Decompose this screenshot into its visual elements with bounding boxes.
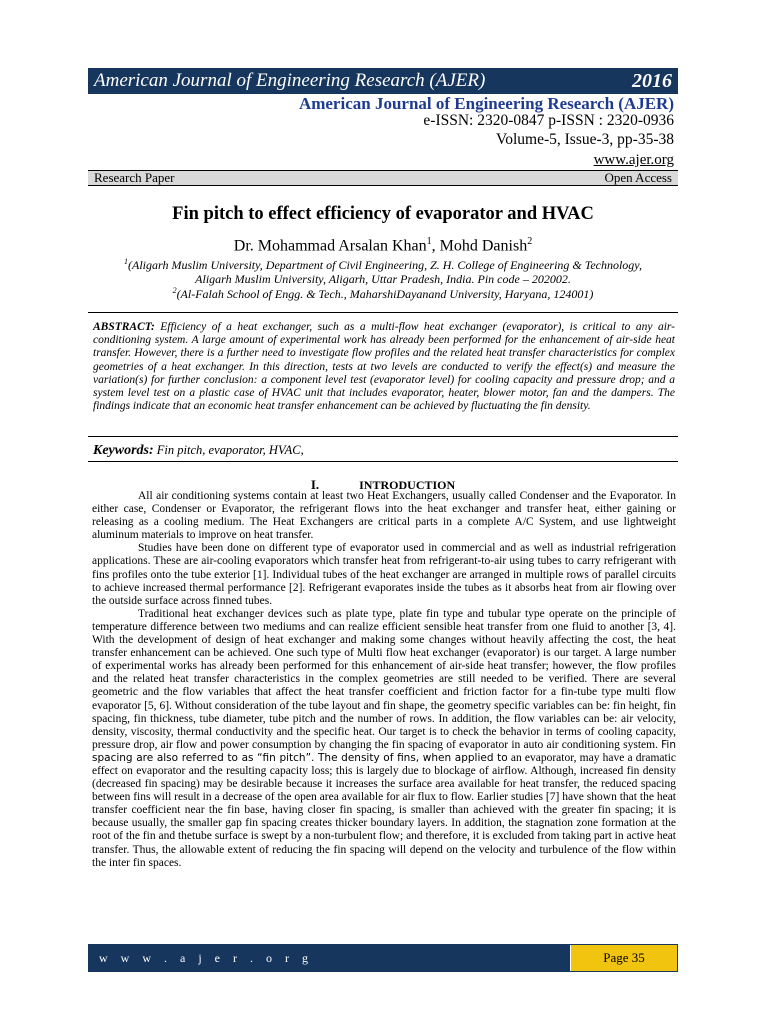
banner-year: 2016 — [632, 69, 672, 92]
section-title: INTRODUCTION — [359, 478, 456, 492]
footer-url[interactable]: w w w . a j e r . o r g — [99, 951, 313, 965]
authors — [88, 236, 678, 255]
abstract-text: Efficiency of a heat exchanger, such as a multi-flow heat exchanger (evaporator), is critical to any air-conditioning system. A large amount of experimental work has already been performed for the enhancement of air-side heat transfer. However, there is a further need to investigate flow profiles and the related heat transfer characteristics for complex geometries of a heat exchanger. In this direction, tests at two levels are conducted to verify the effect(s) and measure the variation(s) for further conclusion: a component level test (evaporator level) for cooling capacity and pressure drop; and a system level test on a plastic case of HVAC unit that includes evaporator, heater, blower motor, fan and the dampers. The findings indicate that an economic heat transfer enhancement can be achieved by fluctuating the fin density. — [93, 321, 676, 413]
affiliation-2-sup: 2 — [172, 286, 177, 295]
author-2-sup: 2 — [527, 236, 533, 247]
keywords-label: Keywords: — [93, 443, 154, 458]
divider-abstract — [88, 436, 678, 437]
affiliation-1-line-2: Aligarh Muslim University, Aligarh, Uttar Pradesh, India. Pin code – 202002. — [195, 272, 571, 286]
section-number: I. — [310, 477, 320, 492]
paragraph-3 — [92, 608, 676, 870]
volume-info: Volume-5, Issue-3, pp-35-38 — [496, 131, 674, 148]
paper-type: Research Paper — [94, 170, 175, 185]
keywords — [93, 443, 304, 459]
paragraph-1: All air conditioning systems contain at least two Heat Exchangers, usually called Condenser and the Evaporator. In either case, Condenser or Evaporator, the refrigerant flows into the heat exchanger and transfer heat, either gaining or releasing as a cooling medium. The Heat Exchangers are critical parts in a complete A/C System, and use lightweight aluminum materials to improve on heat transfer. — [92, 490, 676, 542]
paragraph-2: Studies have been done on different type of evaporator used in commercial and as well as industrial refrigeration applications. These are air-cooling evaporators which transfer heat from refrigerant-to-air using tubes to carry refrigerant with fins profiles onto the tube exterior [1]. Individual tubes of the heat exchanger are arranged in multiple rows of parallel circuits to achieve increased thermal performance [2]. Refrigerant evaporates inside the tubes as it absorbs heat from air flowing over the outside surface across finned tubes. — [92, 542, 676, 607]
banner-title: American Journal of Engineering Research (AJER) — [94, 70, 486, 91]
affiliation-2 — [88, 284, 678, 301]
affiliation-1-sup: 1 — [124, 257, 129, 266]
paragraph-3-part-3: an evaporator, may have a dramatic effect on evaporator and the resulting capacity loss; this is largely due to blockage of airflow. Although, increased fin density (decreased fin spacing) may be desirable because it increases the surface area available for heat transfer, the reduced spacing between fins will result in a decrease of the open area available for air flux to flow. Earlier studies [7] have shown that the heat transfer coefficient near the fin base, having closer fin spacing, is smaller than achieved with the greater fin spacing; it is because usually, the smaller gap fin spacing creates thicker boundary layers. In addition, the stagnation zone formation at the root of the fin and thetube surface is swept by a non-turbulent flow; and therefore, it is excluded from taking part in active heat transfer. Thus, the allowable extent of reducing the fin spacing will depend on the velocity and turbulence of the flow within the inter fin spaces. — [92, 751, 677, 869]
paragraph-3-part-2: Fin spacing are also referred to as “fin pitch”. The density of fins, when applied to — [92, 738, 676, 764]
body-text — [92, 490, 676, 870]
affiliation-1-line-1: (Aligarh Muslim University, Department of Civil Engineering, Z. H. College of Engineering & Technology, — [128, 258, 642, 272]
affiliation-2-text: (Al-Falah School of Engg. & Tech., MaharshiDayanand University, Haryana, 124001) — [176, 287, 594, 301]
author-2: , Mohd Danish — [431, 237, 528, 255]
affiliation-1 — [88, 255, 678, 286]
journal-name: American Journal of Engineering Research (AJER) — [298, 94, 674, 113]
website-link[interactable]: www.ajer.org — [593, 152, 674, 168]
page-footer — [88, 944, 678, 972]
page-number: Page 35 — [570, 945, 677, 971]
paper-title: Fin pitch to effect efficiency of evaporator and HVAC — [172, 204, 594, 224]
abstract-label: ABSTRACT: — [93, 321, 155, 333]
keywords-text: Fin pitch, evaporator, HVAC, — [156, 443, 304, 457]
abstract — [93, 321, 675, 413]
issn: e-ISSN: 2320-0847 p-ISSN : 2320-0936 — [423, 112, 674, 129]
access-type: Open Access — [604, 170, 672, 185]
journal-banner — [88, 68, 678, 94]
divider-top — [88, 312, 678, 313]
author-1: Dr. Mohammad Arsalan Khan — [233, 237, 427, 255]
paragraph-3-part-1: Traditional heat exchanger devices such as plate type, plate fin type and tubular type operate on the principle of temperature difference between two mediums and can realize efficient sensible heat transfer from one fluid to another [3, 4]. With the development of design of heat exchanger and making some changes without heavily affecting the cost, the heat transfer enhancement can be achieved. One such type of Multi flow heat exchanger (evaporator) is our target. A large number of experimental works has already been performed for this enhancement of air-side heat transfer; however, the flow profiles and the related heat transfer characteristics in the complex geometries are still needed to be verified. There are several geometric and the flow variables that affect the heat transfer coefficient and friction factor for a fin-tube type multi flow evaporator [5, 6]. Without consideration of the tube layout and fin shape, the geometry specific variables can be: fin height, fin spacing, fin thickness, tube diameter, tube pitch and the number of rows. In addition, the flow variables can be: air velocity, density, viscosity, thermal conductivity and the specific heat. Our target is to check the behavior in terms of cooling capacity, pressure drop, air flow and power consumption by changing the fin spacing of evaporator in auto air conditioning system. — [92, 607, 676, 751]
author-1-sup: 1 — [426, 236, 432, 247]
paper-type-bar — [88, 170, 678, 186]
divider-keywords — [88, 461, 678, 462]
